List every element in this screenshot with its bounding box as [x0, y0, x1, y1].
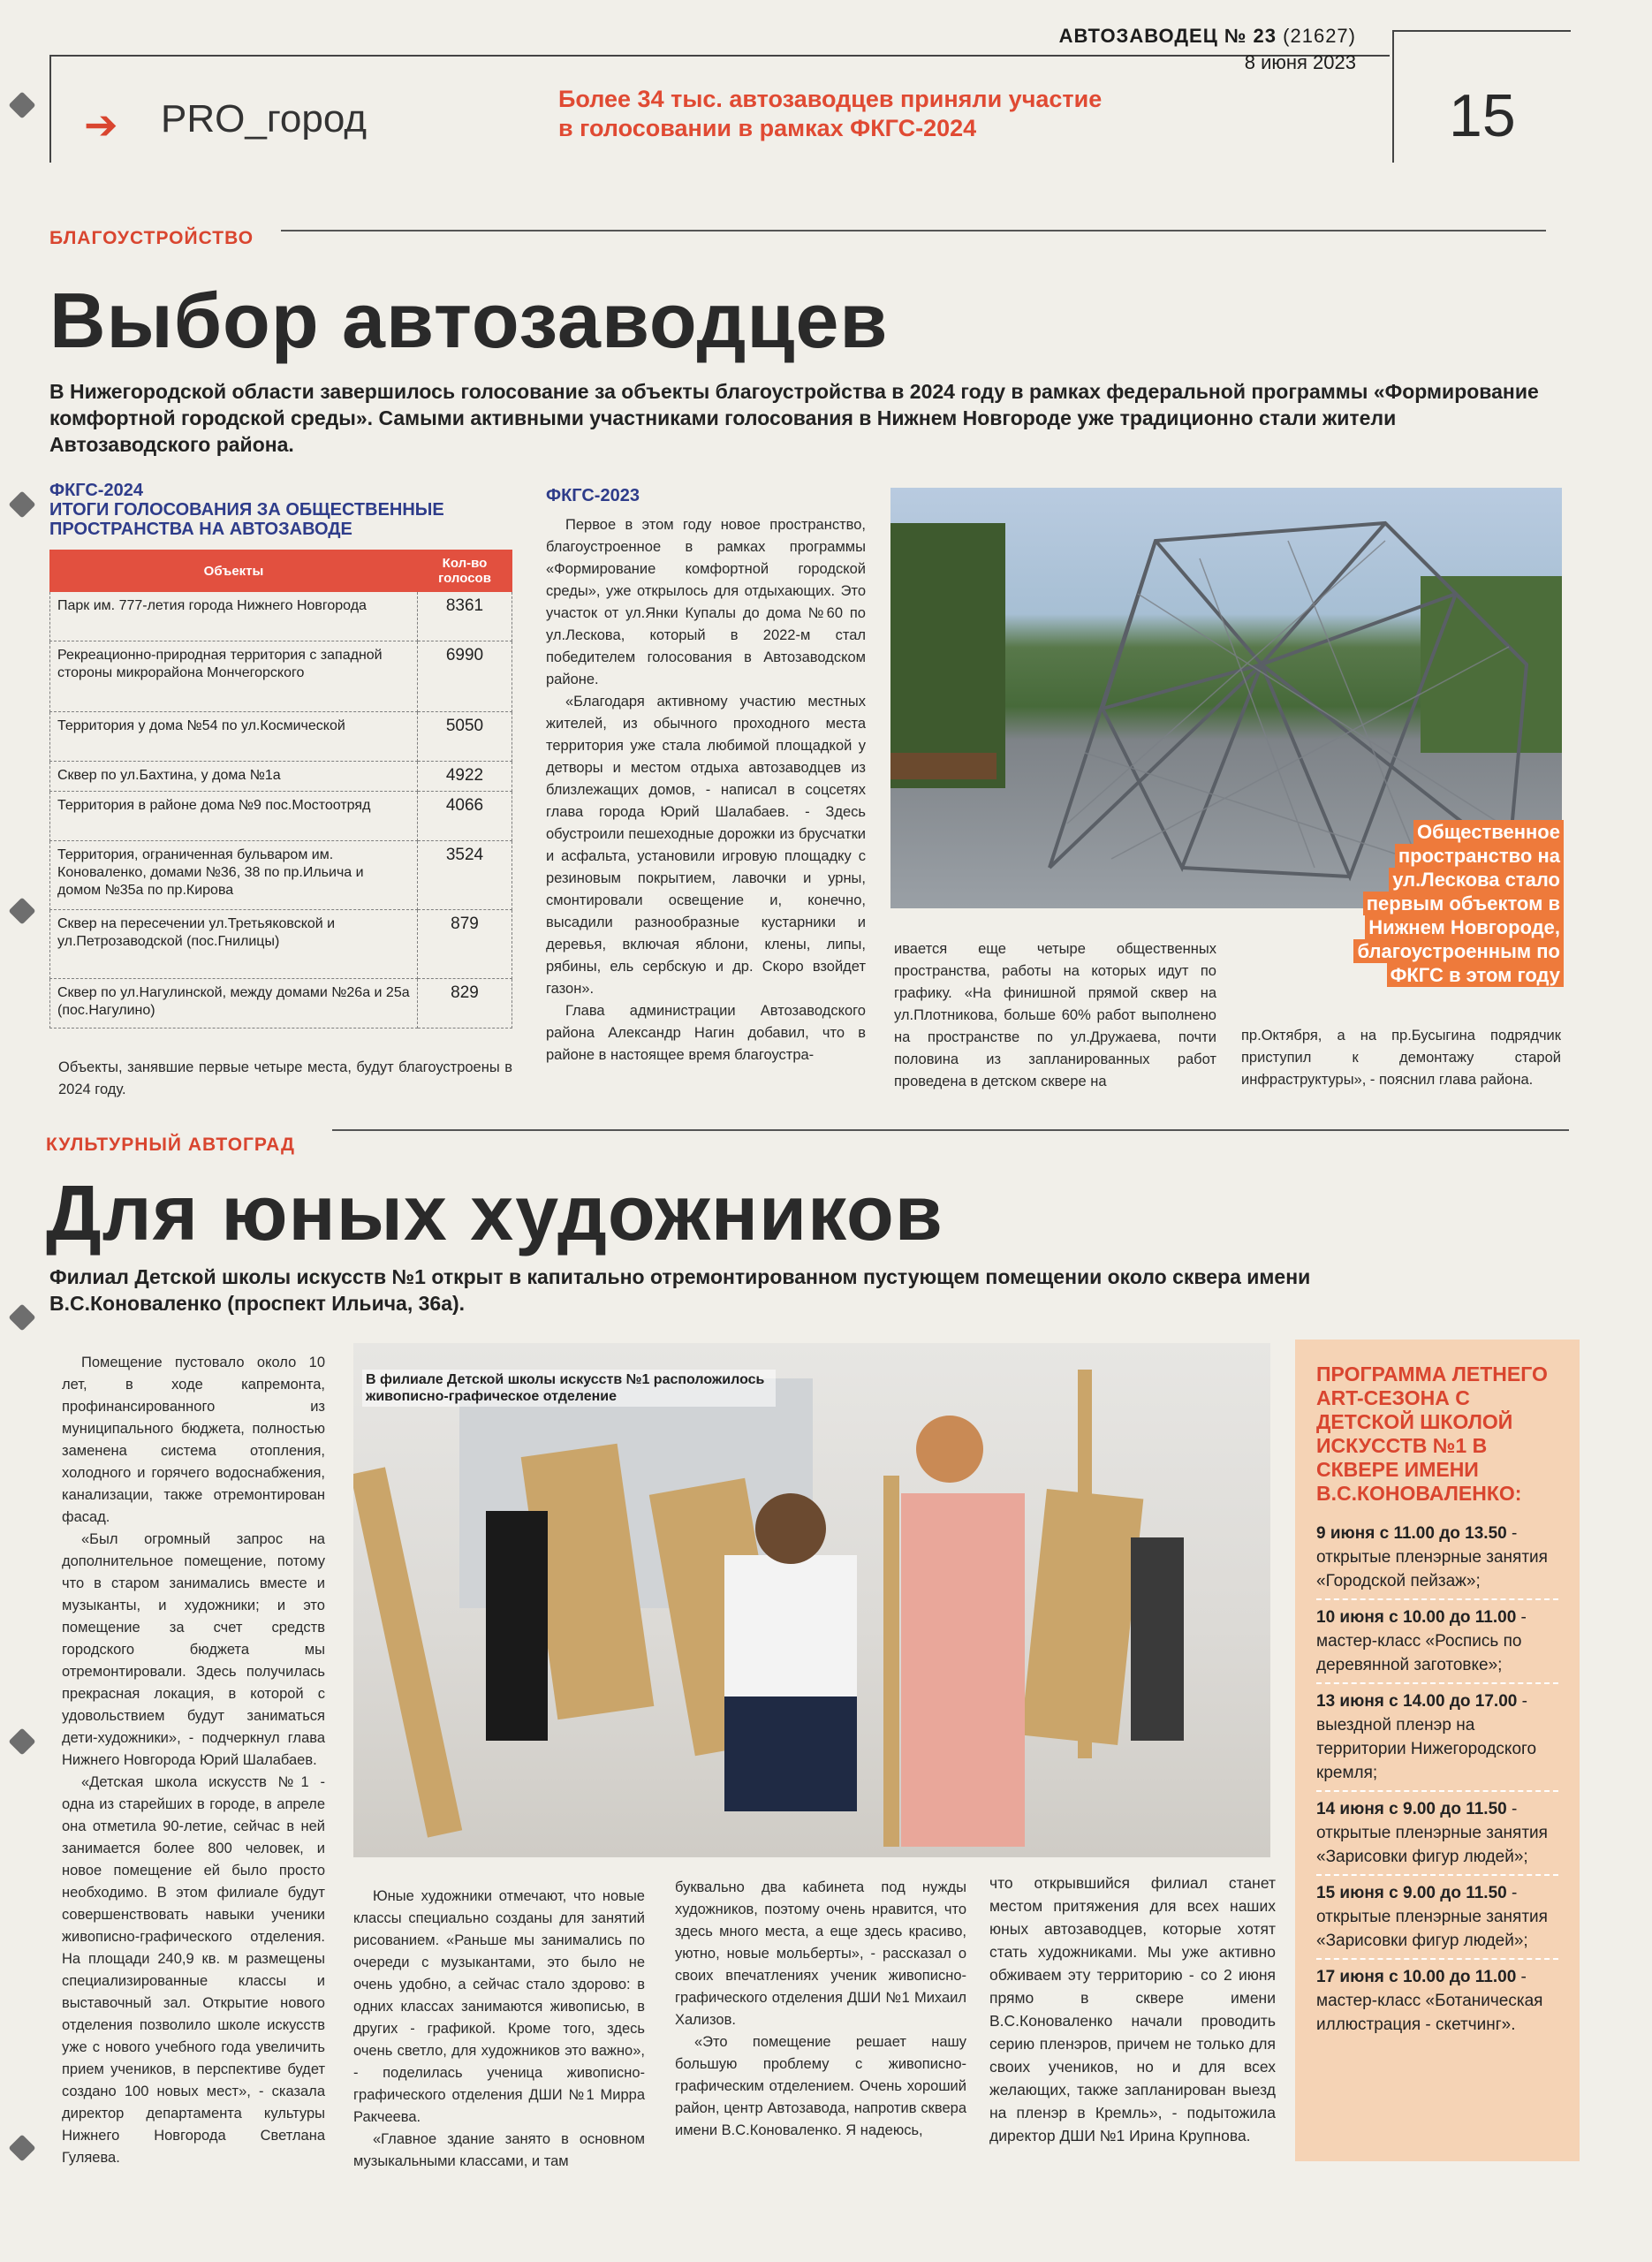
binder-hole-decoration — [8, 490, 35, 518]
program-item-text: - выездной пленэр на территории Нижегородского кремля; — [1316, 1692, 1537, 1782]
table-title-line-1: ФКГС-2024 — [49, 481, 143, 500]
program-item — [1316, 1605, 1558, 1677]
program-item — [1316, 1522, 1558, 1593]
program-item-text: - мастер-класс «Роспись по деревянной заготовке»; — [1316, 1608, 1527, 1674]
program-item-text: - открытые пленэрные занятия «Городской пейзаж»; — [1316, 1524, 1548, 1590]
table-row — [50, 979, 512, 1029]
table-cell-votes: 879 — [418, 910, 512, 979]
program-item-time: 10 июня с 10.00 до 11.00 — [1316, 1608, 1517, 1627]
table-cell-votes: 8361 — [418, 592, 512, 641]
paragraph: «Благодаря активному участию местных жителей, из обычного проходного места территория уже стала любимой площадкой у детворы и местом отдыха автозаводцев из близлежащих домов, - написал в соцсетях глава города Юрий Шалабаев. - Здесь обустроили пешеходные дорожки из брусчатки и асфальта, установили игровую площадку с резиновым покрытием, лавочки и урны, смонтировали освещение и, конечно, высадили разнообразные кустарники и деревья, включая яблони, клены, липы, рябины, ель сербскую и др. Скоро взойдет газон». — [546, 694, 866, 997]
table-header-votes: Кол-во голосов — [418, 550, 512, 592]
table-row — [50, 641, 512, 712]
paragraph: «Главное здание занято в основном музыкальными классами, и там — [353, 2131, 645, 2169]
table-cell-votes: 829 — [418, 979, 512, 1029]
table-cell-object: Рекреационно-природная территория с западной стороны микрорайона Мончегорского — [50, 641, 418, 712]
rubric-title: PRO_город — [161, 97, 368, 140]
issue-number: (21627) — [1283, 25, 1356, 47]
table-title — [49, 481, 444, 539]
binder-hole-decoration — [8, 91, 35, 118]
program-item-time: 15 июня с 9.00 до 11.50 — [1316, 1884, 1507, 1902]
program-box — [1295, 1340, 1580, 2161]
article-lead: Филиал Детской школы искусств №1 открыт в капитально отремонтированном пустующем помещении около сквера имени В.С.Коноваленко (проспект Ильича, 36а). — [49, 1265, 1311, 1315]
results-table — [49, 550, 512, 1029]
program-item-time: 13 июня с 14.00 до 17.00 — [1316, 1692, 1518, 1711]
binder-hole-decoration — [8, 897, 35, 924]
article-lead: В Нижегородской области завершилось голосование за объекты благоустройства в 2024 году в рамках федеральной программы «Формирование комфортной городской среды». Самыми активными участниками голосования в Нижнем Новгороде уже традиционно стали жители Автозаводского района. — [49, 380, 1539, 456]
column-title: ФКГС-2023 — [546, 486, 640, 505]
caption-line: Нижнем Новгороде, — [1272, 915, 1564, 939]
binder-hole-decoration — [8, 1303, 35, 1331]
newspaper-issue — [1051, 25, 1356, 48]
table-note: Объекты, занявшие первые четыре места, будут благоустроены в 2024 году. — [58, 1059, 512, 1097]
table-title-line-2: ИТОГИ ГОЛОСОВАНИЯ ЗА ОБЩЕСТВЕННЫЕ — [49, 500, 444, 520]
art-class-illustration — [353, 1343, 1270, 1857]
caption-line: Общественное — [1272, 820, 1564, 844]
program-item-time: 14 июня с 9.00 до 11.50 — [1316, 1800, 1507, 1818]
caption-line: ФКГС в этом году — [1272, 963, 1564, 987]
teaser-line-2: в голосовании в рамках ФКГС-2024 — [558, 115, 977, 141]
paragraph: что открывшийся филиал станет местом притяжения для всех наших юных автозаводцев, которые хотят стать художниками. Мы уже активно обживаем эту территорию - со 2 июня прямо в сквере имени В.С.Коноваленко начали проводить серию пленэров, причем не только для своих учеников, но и для всех желающих, также запланирован выезд на пленэр в Кремль», - подытожила директор ДШИ №1 Ирина Крупнова. — [989, 1874, 1276, 2144]
table-cell-object: Парк им. 777-летия города Нижнего Новгорода — [50, 592, 418, 641]
section-label: КУЛЬТУРНЫЙ АВТОГРАД — [46, 1135, 296, 1155]
table-cell-votes: 5050 — [418, 712, 512, 762]
arrow-right-icon: ➔ — [84, 102, 118, 148]
article2-column-1 — [62, 1352, 325, 2169]
dashed-divider — [1316, 1958, 1558, 1960]
table-cell-votes: 3524 — [418, 841, 512, 910]
paragraph: Первое в этом году новое пространство, благоустроенное в рамках программы «Формирование комфортной городской среды», уже открылось для отдыхающих. Это участок от ул.Янки Купалы до дома №60 по ул.Лескова, который в 2022-м стал победителем голосования в Автозаводском районе. — [546, 517, 866, 687]
table-cell-object: Сквер по ул.Бахтина, у дома №1а — [50, 762, 418, 792]
program-item — [1316, 1689, 1558, 1785]
paragraph: Глава администрации Автозаводского района Александр Нагин добавил, что в районе в настоящее время благоустра- — [546, 1003, 866, 1063]
program-item — [1316, 1965, 1558, 2037]
table-cell-object: Территория, ограниченная бульваром им. Коноваленко, домами №36, 38 по пр.Ильича и домом №35а по пр.Кирова — [50, 841, 418, 910]
dashed-divider — [1316, 1874, 1558, 1876]
program-item-text: - мастер-класс «Ботаническая иллюстрация - скетчинг». — [1316, 1968, 1543, 2034]
caption-line: благоустроенным по — [1272, 939, 1564, 963]
table-cell-votes: 6990 — [418, 641, 512, 712]
teaser — [558, 85, 1102, 143]
section-rule — [332, 1129, 1569, 1131]
art-class-photo — [353, 1343, 1270, 1857]
table-header-object: Объекты — [50, 550, 418, 592]
dashed-divider — [1316, 1682, 1558, 1684]
paragraph: Юные художники отмечают, что новые классы специально созданы для занятий рисованием. «Раньше мы занимались по очереди с музыкантами, это было не очень удобно, а сейчас стало здорово: в одних классах занимаются живописью, в других - графикой. Кроме того, здесь очень светло, для художников это важно», - поделилась ученица живописно-графического отделения ДШИ №1 Мирра Ракчеева. — [353, 1888, 645, 2125]
article2-column-2 — [353, 1886, 645, 2173]
article-title: Для юных художников — [46, 1169, 943, 1256]
section-label: БЛАГОУСТРОЙСТВО — [49, 228, 254, 248]
table-row — [50, 792, 512, 841]
binder-hole-decoration — [8, 2134, 35, 2161]
table-cell-object: Сквер по ул.Нагулинской, между домами №26а и 25а (пос.Нагулино) — [50, 979, 418, 1029]
table-row — [50, 592, 512, 641]
playground-photo-caption — [1272, 820, 1564, 987]
paragraph: буквально два кабинета под нужды художников, поэтому очень нравится, что здесь много места, а еще здесь красиво, уютно, новые мольберты», - рассказал о своих впечатлениях ученик живописно-графического отделения ДШИ №1 Михаил Хализов. — [675, 1879, 966, 2028]
dashed-divider — [1316, 1598, 1558, 1600]
page-number: 15 — [1449, 82, 1516, 149]
program-item-text: - открытые пленэрные занятия «Зарисовки фигур людей»; — [1316, 1800, 1548, 1866]
section-rule — [281, 230, 1546, 232]
issue-date: 8 июня 2023 — [1244, 51, 1356, 73]
art-class-photo-caption: В филиале Детской школы искусств №1 расположилось живописно-графическое отделение — [362, 1370, 776, 1407]
caption-line: пространство на — [1272, 844, 1564, 868]
article1-column-4: пр.Октября, а на пр.Бусыгина подрядчик приступил к демонтажу старой инфраструктуры», - пояснил глава района. — [1241, 1028, 1561, 1088]
article1-column-3: ивается еще четыре общественных пространства, работы на которых идут по графику. «На финишной прямой сквер на ул.Плотникова, больше 60% работ выполнено на пространстве по ул.Дружаева, почти половина из запланированных работ проведена в детском сквере на — [894, 941, 1216, 1089]
table-row — [50, 712, 512, 762]
article2-column-4 — [989, 1871, 1276, 2147]
paragraph: «Это помещение решает нашу большую проблему с живописно-графическим отделением. Очень хороший район, центр Автозавода, напротив сквера имени В.С.Коноваленко. Я надеюсь, — [675, 2034, 966, 2138]
program-item-time: 9 июня с 11.00 до 13.50 — [1316, 1524, 1507, 1543]
program-title: ПРОГРАММА ЛЕТНЕГО ART-СЕЗОНА С ДЕТСКОЙ ШКОЛОЙ ИСКУССТВ №1 В СКВЕРЕ ИМЕНИ В.С.КОНОВАЛЕНКО: — [1316, 1363, 1548, 1505]
newspaper-name: АВТОЗАВОДЕЦ № 23 — [1058, 25, 1277, 47]
caption-line: ул.Лескова стало — [1272, 868, 1564, 892]
paragraph: Помещение пустовало около 10 лет, в ходе капремонта, профинансированного из муниципального бюджета, полностью заменена система отопления, холодного и горячего водоснабжения, канализации, также отремонтирован фасад. — [62, 1355, 325, 1525]
table-title-line-3: ПРОСТРАНСТВА НА АВТОЗАВОДЕ — [49, 520, 352, 539]
article-title: Выбор автозаводцев — [49, 277, 889, 364]
table-cell-object: Сквер на пересечении ул.Третьяковской и ул.Петрозаводской (пос.Гнилицы) — [50, 910, 418, 979]
paragraph: «Был огромный запрос на дополнительное помещение, потому что в старом занимались вместе и музыканты, и художники; и это помещение за счет средств городского бюджета мы отремонтировали. Здесь получилась прекрасная локация, в которой с удовольствием будут заниматься дети-художники», - подчеркнул глава Нижнего Новгорода Юрий Шалабаев. — [62, 1531, 325, 1768]
table-cell-votes: 4922 — [418, 762, 512, 792]
teaser-line-1: Более 34 тыс. автозаводцев приняли участие — [558, 86, 1103, 112]
program-item-time: 17 июня с 10.00 до 11.00 — [1316, 1968, 1517, 1986]
program-item-text: - открытые пленэрные занятия «Зарисовки фигур людей»; — [1316, 1884, 1548, 1950]
table-row — [50, 910, 512, 979]
program-item — [1316, 1797, 1558, 1869]
caption-line: первым объектом в — [1272, 892, 1564, 915]
table-header-row — [50, 550, 512, 592]
dashed-divider — [1316, 1790, 1558, 1792]
program-item — [1316, 1881, 1558, 1953]
article2-column-3 — [675, 1877, 966, 2142]
article1-column-2 — [546, 514, 866, 1066]
paragraph: «Детская школа искусств №1 - одна из старейших в городе, в апреле она отметила 90-летие, сейчас в ней занимается более 800 человек, и новое помещение ей было просто необходимо. В этом филиале будут совершенствовать навыки ученики живописно-графического отделения. На площади 240,9 кв. м размещены специализированные классы и выставочный зал. Открытие нового отделения позволило школе искусств уже с нового учебного года увеличить прием учеников, в перспективе будет создано 100 новых мест», - сказала директор департамента культуры Нижнего Новгорода Светлана Гуляева. — [62, 1774, 325, 2166]
table-cell-object: Территория в районе дома №9 пос.Мостоотряд — [50, 792, 418, 841]
binder-hole-decoration — [8, 1727, 35, 1755]
table-row — [50, 841, 512, 910]
table-cell-votes: 4066 — [418, 792, 512, 841]
table-cell-object: Территория у дома №54 по ул.Космической — [50, 712, 418, 762]
table-row — [50, 762, 512, 792]
